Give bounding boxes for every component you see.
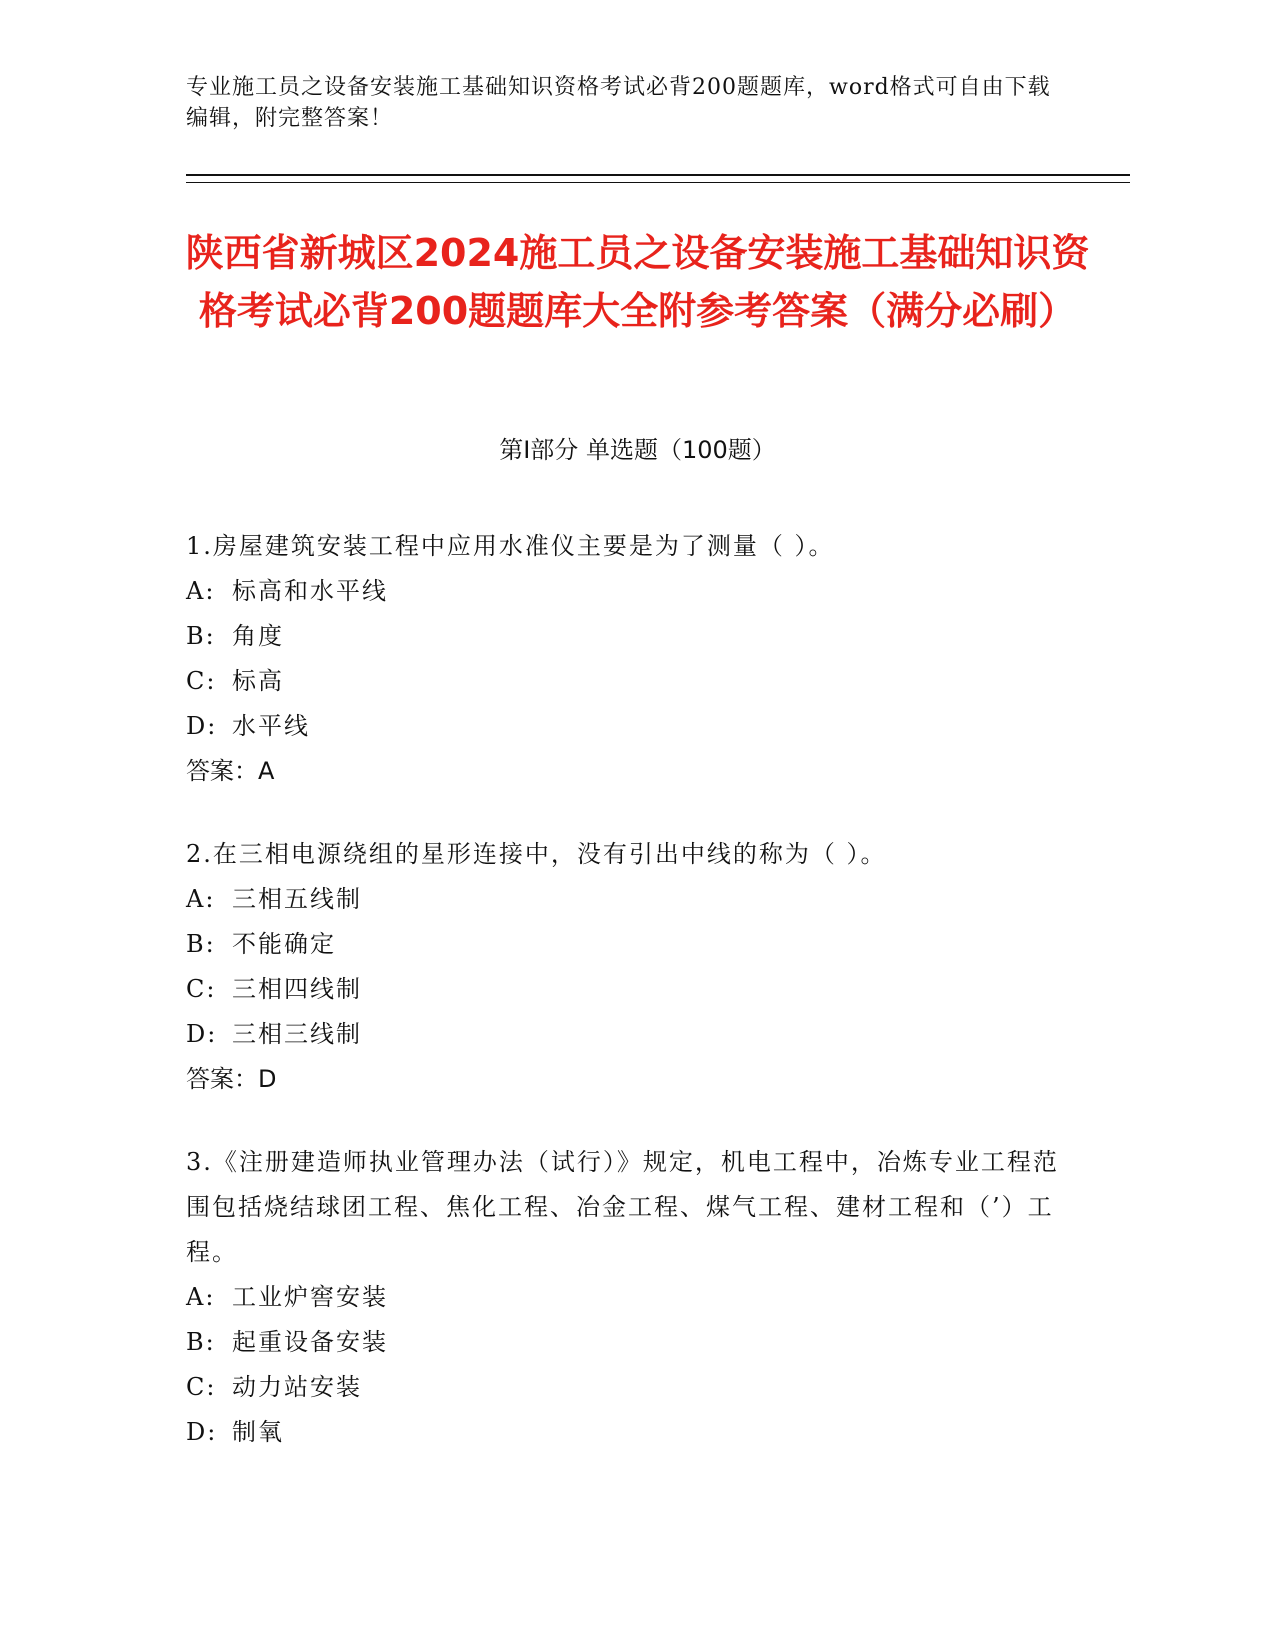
option-a [186, 877, 1066, 922]
option-b [186, 1320, 1066, 1365]
question-stem: 3.《注册建造师执业管理办法（试行）》规定，机电工程中，冶炼专业工程范围包括烧结球团工程、焦化工程、冶金工程、煤气工程、建材工程和（’）工程。 [186, 1148, 1059, 1266]
option-text: 标高 [232, 667, 284, 695]
option-d [186, 704, 1066, 749]
header-rule-thick [186, 174, 1130, 176]
option-c [186, 659, 1066, 704]
option-text: 三相四线制 [232, 975, 362, 1003]
option-letter: A: [186, 577, 216, 605]
document-title: 陕西省新城区2024施工员之设备安装施工基础知识资格考试必背200题题库大全附参考答案（满分必刷） [185, 231, 1090, 333]
option-b [186, 922, 1066, 967]
option-a [186, 1275, 1066, 1320]
option-letter: C: [186, 667, 217, 695]
option-letter: B: [186, 930, 216, 958]
option-letter: A: [186, 1283, 216, 1311]
option-text: 水平线 [232, 712, 310, 740]
question-stem: 2.在三相电源绕组的星形连接中，没有引出中线的称为（ ）。 [186, 840, 887, 868]
question-list [186, 524, 1066, 1493]
question-1 [186, 524, 1066, 794]
answer-line: 答案：A [186, 757, 275, 785]
question-stem: 1.房屋建筑安装工程中应用水准仪主要是为了测量（ ）。 [186, 532, 835, 560]
option-d [186, 1012, 1066, 1057]
option-letter: B: [186, 622, 216, 650]
question-2 [186, 832, 1066, 1102]
option-text: 起重设备安装 [232, 1328, 388, 1356]
option-text: 三相五线制 [232, 885, 362, 913]
option-b [186, 614, 1066, 659]
option-text: 不能确定 [232, 930, 336, 958]
option-text: 动力站安装 [232, 1373, 362, 1401]
option-text: 三相三线制 [232, 1020, 362, 1048]
option-letter: C: [186, 1373, 217, 1401]
option-text: 工业炉窖安装 [232, 1283, 388, 1311]
answer-line: 答案：D [186, 1065, 277, 1093]
option-letter: C: [186, 975, 217, 1003]
option-letter: A: [186, 885, 216, 913]
question-3 [186, 1140, 1066, 1455]
option-letter: D: [186, 1418, 218, 1446]
header-rule-thin [186, 182, 1130, 183]
option-c [186, 967, 1066, 1012]
option-c [186, 1365, 1066, 1410]
option-text: 角度 [232, 622, 284, 650]
option-text: 制氧 [232, 1418, 284, 1446]
section-title: 第Ⅰ部分 单选题（100题） [499, 436, 776, 464]
option-a [186, 569, 1066, 614]
option-letter: D: [186, 712, 218, 740]
header-note: 专业施工员之设备安装施工基础知识资格考试必背200题题库，word格式可自由下载编辑，附完整答案！ [186, 75, 1051, 131]
option-letter: D: [186, 1020, 218, 1048]
option-letter: B: [186, 1328, 216, 1356]
option-d [186, 1410, 1066, 1455]
option-text: 标高和水平线 [232, 577, 388, 605]
